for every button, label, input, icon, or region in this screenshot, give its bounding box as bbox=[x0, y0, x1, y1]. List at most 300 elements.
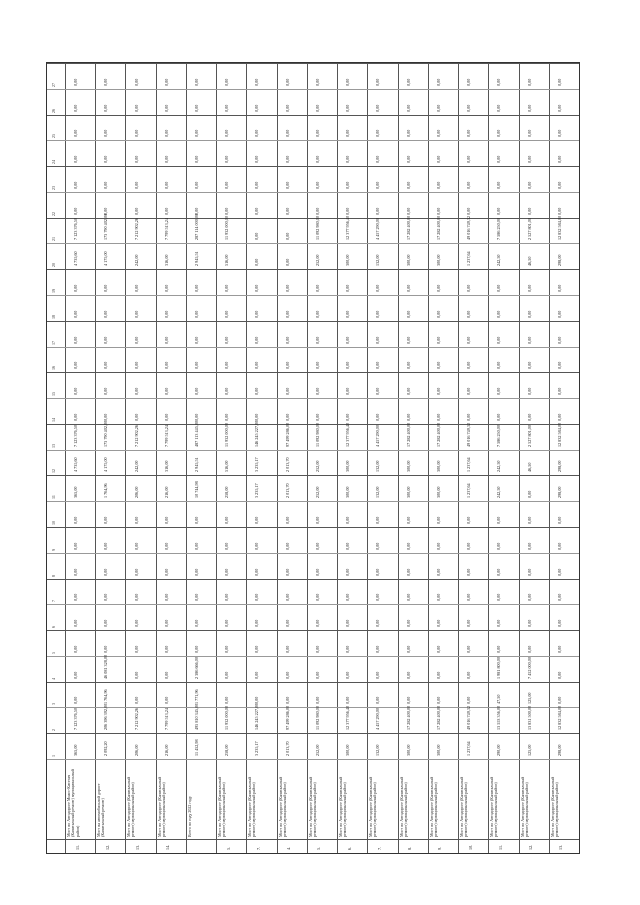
row-name: Мост по Автодороге (Капитальный ремонт) муниципальный район) bbox=[126, 776, 136, 837]
table-cell: 316,00 bbox=[163, 460, 169, 473]
table-cell: 0,00 bbox=[163, 207, 169, 215]
column-border bbox=[549, 63, 550, 853]
table-cell: 0,00 bbox=[375, 619, 381, 628]
table-cell: 7 123 376,50 bbox=[73, 708, 79, 731]
table-cell: 0,00 bbox=[103, 310, 109, 318]
table-cell: 12 377 956,40 bbox=[345, 422, 351, 447]
table-cell: 0,00 bbox=[466, 284, 472, 292]
table-cell: 300,00 bbox=[345, 254, 351, 267]
table-cell: 0,00 bbox=[496, 387, 502, 396]
table-cell: 0,00 bbox=[496, 336, 502, 344]
table-cell: 13 553 356,00 bbox=[496, 706, 502, 731]
table-cell: 258,00 bbox=[224, 744, 230, 756]
table-cell: 0,00 bbox=[73, 594, 79, 602]
table-cell: 242,50 bbox=[496, 486, 502, 499]
table-cell: 0,00 bbox=[405, 387, 411, 396]
table-cell: 0,00 bbox=[133, 516, 139, 524]
table-cell: 0,00 bbox=[435, 542, 441, 550]
table-cell: 0,00 bbox=[194, 336, 199, 344]
table-cell: 365,00 bbox=[73, 744, 79, 756]
table-cell: 0,00 bbox=[103, 516, 109, 524]
table-cell: 0,00 bbox=[194, 594, 199, 602]
column-border bbox=[156, 63, 157, 853]
table-cell: 0,00 bbox=[435, 78, 441, 86]
table-cell: 0,00 bbox=[375, 310, 381, 318]
table-cell: 0,00 bbox=[254, 104, 260, 112]
table-cell: 0,00 bbox=[435, 697, 441, 705]
table-cell: 0,00 bbox=[254, 258, 260, 267]
table-cell: 0,00 bbox=[375, 336, 381, 344]
column-number: 12 bbox=[51, 469, 56, 474]
table-cell: 0,00 bbox=[103, 104, 109, 112]
table-cell: 0,00 bbox=[314, 104, 320, 112]
table-cell: 0,00 bbox=[526, 104, 532, 112]
table-cell: 0,00 bbox=[466, 542, 472, 550]
table-cell: 0,00 bbox=[375, 104, 381, 112]
table-cell: 0,00 bbox=[133, 155, 139, 164]
table-cell: 0,00 bbox=[466, 645, 472, 653]
table-cell: 0,00 bbox=[435, 645, 441, 653]
table-cell: 0,00 bbox=[405, 413, 411, 421]
table-cell: 0,00 bbox=[405, 697, 411, 705]
table-cell: 0,00 bbox=[466, 362, 472, 370]
table-cell: 0,00 bbox=[73, 207, 79, 215]
table-cell: 0,00 bbox=[526, 490, 532, 499]
column-border bbox=[125, 63, 126, 853]
table-cell: 0,00 bbox=[466, 516, 472, 524]
table-cell: 12 377 956,40 bbox=[345, 216, 351, 241]
table-cell: 0,00 bbox=[254, 671, 260, 679]
row-name: Мост по Автодороге (Капитальный ремонт) муниципальный район) bbox=[459, 776, 469, 837]
table-cell: 298,00 bbox=[556, 254, 562, 267]
table-cell: 0,00 bbox=[133, 336, 139, 344]
table-cell: 0,00 bbox=[466, 181, 472, 189]
table-cell: 0,00 bbox=[284, 207, 290, 215]
table-cell: 0,00 bbox=[314, 284, 320, 292]
table-cell: 0,00 bbox=[133, 181, 139, 189]
table-cell: 0,00 bbox=[163, 362, 169, 370]
table-cell: 47,50 bbox=[496, 695, 502, 705]
table-cell: 0,00 bbox=[526, 155, 532, 164]
table-cell: 0,00 bbox=[133, 310, 139, 318]
table-cell: 132,00 bbox=[375, 486, 381, 499]
table-cell: 0,00 bbox=[284, 233, 290, 241]
table-cell: 173 790 402,00 bbox=[103, 420, 109, 447]
table-cell: 0,00 bbox=[496, 594, 502, 602]
column-number: 13 bbox=[51, 443, 56, 448]
column-number: 10 bbox=[51, 521, 56, 525]
table-cell: 0,00 bbox=[103, 207, 109, 215]
table-cell: 0,00 bbox=[526, 284, 532, 292]
table-cell: 0,00 bbox=[103, 181, 109, 189]
table-cell: 0,00 bbox=[73, 568, 79, 576]
table-cell: 0,00 bbox=[435, 284, 441, 292]
row-number: 14. bbox=[165, 844, 171, 850]
table-cell: 4 457 290,00 bbox=[375, 708, 381, 731]
table-cell: 3 235,17 bbox=[254, 741, 260, 756]
table-cell: 0,00 bbox=[405, 284, 411, 292]
table-cell: 0,00 bbox=[466, 336, 472, 344]
row-border bbox=[47, 398, 579, 399]
table-cell: 0,00 bbox=[103, 155, 109, 164]
table-cell: 0,00 bbox=[133, 78, 139, 86]
table-cell: 0,00 bbox=[254, 697, 260, 705]
table-cell: 0,00 bbox=[194, 387, 199, 396]
table-cell: 0,00 bbox=[254, 233, 260, 241]
table-cell: 1 771,96 bbox=[194, 689, 199, 705]
table-cell: 0,00 bbox=[375, 697, 381, 705]
table-cell: 0,00 bbox=[194, 568, 199, 576]
table-cell: 0,00 bbox=[435, 155, 441, 164]
table-cell: 1 237,64 bbox=[466, 251, 472, 267]
table-cell: 0,00 bbox=[314, 362, 320, 370]
row-border bbox=[47, 501, 579, 502]
row-name: Мост по Автодороге (Капитальный ремонт) муниципальный район) bbox=[489, 776, 499, 837]
table-cell: 0,00 bbox=[133, 387, 139, 396]
table-cell: 11 932 000,00 bbox=[224, 422, 230, 447]
column-number: 4 bbox=[51, 677, 56, 680]
row-number: 4. bbox=[286, 846, 292, 850]
column-border bbox=[488, 63, 489, 853]
table-cell: 0,00 bbox=[405, 542, 411, 550]
table-cell: 0,00 bbox=[405, 619, 411, 628]
table-cell: 0,00 bbox=[345, 284, 351, 292]
table-cell: 0,00 bbox=[194, 78, 199, 86]
table-cell: 0,00 bbox=[73, 181, 79, 189]
table-cell: 4 457 290,00 bbox=[375, 218, 381, 241]
table-cell: 0,00 bbox=[284, 310, 290, 318]
table-cell: 487 113 445,00 bbox=[194, 420, 199, 447]
table-cell: 0,00 bbox=[556, 619, 562, 628]
row-border bbox=[47, 321, 579, 322]
table-cell: 0,00 bbox=[73, 697, 79, 705]
row-number: 7. bbox=[255, 846, 261, 850]
table-cell: 17 282 400,00 bbox=[405, 216, 411, 241]
table-cell: 0,00 bbox=[526, 310, 532, 318]
table-cell: 0,00 bbox=[284, 594, 290, 602]
table-cell: 46,50 bbox=[526, 463, 532, 473]
table-cell: 516,00 bbox=[224, 460, 230, 473]
table-cell: 0,00 bbox=[526, 413, 532, 421]
table-cell: 0,00 bbox=[73, 130, 79, 138]
table-cell: 0,00 bbox=[345, 207, 351, 215]
table-cell: 0,00 bbox=[314, 130, 320, 138]
table-cell: 0,00 bbox=[375, 542, 381, 550]
table-cell: 0,00 bbox=[284, 155, 290, 164]
table-cell: 0,00 bbox=[314, 516, 320, 524]
table-cell: 0,00 bbox=[284, 362, 290, 370]
table-cell: 97 499 286,00 bbox=[284, 706, 290, 731]
table-cell: 0,00 bbox=[345, 697, 351, 705]
table-cell: 12 377 956,40 bbox=[345, 706, 351, 731]
table-cell: 0,00 bbox=[526, 516, 532, 524]
column-number: 5 bbox=[51, 651, 56, 654]
table-cell: 0,00 bbox=[73, 78, 79, 86]
table-cell: 0,00 bbox=[375, 78, 381, 86]
table-cell: 12 832 584,00 bbox=[556, 422, 562, 447]
table-cell: 0,00 bbox=[224, 516, 230, 524]
table-cell: 300,00 bbox=[345, 460, 351, 473]
table-cell: 0,00 bbox=[375, 130, 381, 138]
column-number: 14 bbox=[51, 417, 56, 422]
row-border bbox=[47, 89, 579, 90]
table-cell: 2 945,51 bbox=[194, 251, 199, 267]
table-cell: 0,00 bbox=[466, 104, 472, 112]
table-cell: 0,00 bbox=[194, 284, 199, 292]
table-cell: 242,50 bbox=[496, 254, 502, 267]
column-border bbox=[246, 63, 247, 853]
column-number: 24 bbox=[51, 160, 56, 165]
table-cell: 0,00 bbox=[435, 594, 441, 602]
table-cell: 0,00 bbox=[254, 387, 260, 396]
table-cell: 0,00 bbox=[163, 336, 169, 344]
table-cell: 0,00 bbox=[314, 697, 320, 705]
column-border bbox=[428, 63, 429, 853]
column-number: 9 bbox=[51, 548, 56, 551]
table-cell: 0,00 bbox=[194, 645, 199, 653]
table-cell: 287 114 000,00 bbox=[194, 214, 199, 241]
table-cell: 0,00 bbox=[375, 413, 381, 421]
table-cell: 0,00 bbox=[496, 207, 502, 215]
table-cell: 0,00 bbox=[556, 310, 562, 318]
row-number: 11. bbox=[497, 844, 503, 850]
table-cell: 0,00 bbox=[194, 310, 199, 318]
table-cell: 0,00 bbox=[435, 413, 441, 421]
table-cell: 0,00 bbox=[163, 542, 169, 550]
table-cell: 0,00 bbox=[526, 362, 532, 370]
table-cell: 0,00 bbox=[133, 207, 139, 215]
table-cell: 17 282 400,00 bbox=[435, 706, 441, 731]
table-cell: 0,00 bbox=[556, 104, 562, 112]
table-cell: 0,00 bbox=[466, 310, 472, 318]
row-number: 8. bbox=[407, 846, 413, 850]
table-cell: 0,00 bbox=[526, 387, 532, 396]
table-cell: 0,00 bbox=[466, 387, 472, 396]
table-cell: 0,00 bbox=[103, 645, 109, 653]
table-cell: 0,00 bbox=[224, 542, 230, 550]
table-cell: 0,00 bbox=[435, 362, 441, 370]
column-number: 3 bbox=[51, 703, 56, 706]
table-cell: 0,00 bbox=[556, 336, 562, 344]
table-cell: 132,00 bbox=[375, 254, 381, 267]
table-cell: 0,00 bbox=[375, 568, 381, 576]
column-border bbox=[186, 63, 187, 853]
table-cell: 0,00 bbox=[224, 568, 230, 576]
table-cell: 0,00 bbox=[314, 310, 320, 318]
row-name: Всего по году 2022 году bbox=[186, 796, 192, 837]
table-cell: 0,00 bbox=[163, 78, 169, 86]
table-cell: 316,00 bbox=[163, 254, 169, 267]
table-cell: 0,00 bbox=[314, 413, 320, 421]
row-border bbox=[47, 579, 579, 580]
table-cell: 0,00 bbox=[556, 671, 562, 679]
table-cell: 0,00 bbox=[73, 619, 79, 628]
row-border bbox=[47, 115, 579, 116]
table-cell: 0,00 bbox=[526, 568, 532, 576]
table-cell: 0,00 bbox=[466, 697, 472, 705]
table-cell: 132,00 bbox=[375, 744, 381, 756]
column-number: 15 bbox=[51, 392, 56, 397]
column-number: 18 bbox=[51, 314, 56, 319]
row-border bbox=[47, 682, 579, 683]
table-cell: 0,00 bbox=[163, 645, 169, 653]
table-cell: 97 499 286,00 bbox=[284, 422, 290, 447]
table-cell: 0,00 bbox=[73, 387, 79, 396]
table-cell: 7 452 000,00 bbox=[526, 656, 532, 679]
table-cell: 0,00 bbox=[435, 181, 441, 189]
column-number: 19 bbox=[51, 289, 56, 293]
table-cell: 0,00 bbox=[224, 413, 230, 421]
table-cell: 365,00 bbox=[73, 486, 79, 499]
table-cell: 4 175,00 bbox=[103, 457, 109, 473]
table-cell: 0,00 bbox=[556, 387, 562, 396]
table-cell: 4 735,60 bbox=[73, 251, 79, 267]
column-border bbox=[337, 63, 338, 853]
table-cell: 0,00 bbox=[405, 362, 411, 370]
table-cell: 0,00 bbox=[163, 130, 169, 138]
table-cell: 300,00 bbox=[405, 254, 411, 267]
table-cell: 0,00 bbox=[496, 619, 502, 628]
table-cell: 0,00 bbox=[556, 130, 562, 138]
column-number: 17 bbox=[51, 340, 56, 345]
table-cell: 0,00 bbox=[224, 362, 230, 370]
table-cell: 0,00 bbox=[163, 284, 169, 292]
table-cell: 0,00 bbox=[345, 181, 351, 189]
table-cell: 242,00 bbox=[133, 460, 139, 473]
row-name: Мост по Автодороге (Капитальный ремонт) муниципальный район) bbox=[368, 776, 378, 837]
table-cell: 0,00 bbox=[133, 568, 139, 576]
column-border bbox=[65, 63, 66, 853]
table-cell: 0,00 bbox=[194, 181, 199, 189]
table-cell: 0,00 bbox=[73, 104, 79, 112]
table-cell: 0,00 bbox=[375, 362, 381, 370]
row-number: 5. bbox=[225, 846, 231, 850]
table-cell: 0,00 bbox=[284, 336, 290, 344]
table-cell: 0,00 bbox=[314, 619, 320, 628]
table-cell: 0,00 bbox=[466, 130, 472, 138]
table-cell: 0,00 bbox=[254, 336, 260, 344]
table-cell: 0,00 bbox=[345, 104, 351, 112]
row-border bbox=[47, 475, 579, 476]
table-cell: 1 237,64 bbox=[466, 483, 472, 499]
table-cell: 49 016 749,32 bbox=[466, 216, 472, 241]
table-cell: 0,00 bbox=[284, 645, 290, 653]
column-border bbox=[307, 63, 308, 853]
table-cell: 0,00 bbox=[345, 516, 351, 524]
table-cell: 298,00 bbox=[556, 486, 562, 499]
table-cell: 0,00 bbox=[496, 310, 502, 318]
table-cell: 132,00 bbox=[375, 460, 381, 473]
table-cell: 0,00 bbox=[466, 619, 472, 628]
table-cell: 0,00 bbox=[254, 542, 260, 550]
table-cell: 125,00 bbox=[526, 744, 532, 756]
table-cell: 173 790 402,00 bbox=[103, 214, 109, 241]
table-cell: 0,00 bbox=[133, 645, 139, 653]
table-cell: 0,00 bbox=[163, 387, 169, 396]
table-cell: 0,00 bbox=[496, 516, 502, 524]
table-cell: 0,00 bbox=[375, 645, 381, 653]
table-cell: 0,00 bbox=[103, 594, 109, 602]
table-cell: 0,00 bbox=[345, 568, 351, 576]
table-cell: 1 764,96 bbox=[103, 689, 109, 705]
table-cell: 0,00 bbox=[314, 387, 320, 396]
table-cell: 0,00 bbox=[133, 362, 139, 370]
row-number: 5. bbox=[316, 846, 322, 850]
column-number: 1 bbox=[51, 755, 56, 757]
column-number: 6 bbox=[51, 626, 56, 629]
table-cell: 0,00 bbox=[284, 697, 290, 705]
table-cell: 12 832 584,00 bbox=[556, 216, 562, 241]
table-cell: 4 175,00 bbox=[103, 251, 109, 267]
table-cell: 11 092 980,00 bbox=[314, 216, 320, 241]
table-cell: 0,00 bbox=[466, 594, 472, 602]
table-cell: 0,00 bbox=[526, 542, 532, 550]
row-name: Мост по Автодороге (Капитальный ремонт) муниципальный район) bbox=[307, 776, 318, 837]
table-cell: 0,00 bbox=[496, 130, 502, 138]
table-cell: 11 452,98 bbox=[194, 739, 199, 756]
table-cell: 0,00 bbox=[194, 619, 199, 628]
table-cell: 0,00 bbox=[284, 568, 290, 576]
table-cell: 0,00 bbox=[405, 104, 411, 112]
table-cell: 298,00 bbox=[556, 744, 562, 756]
table-cell: 0,00 bbox=[496, 413, 502, 421]
column-number: 27 bbox=[51, 82, 56, 87]
table-cell: 0,00 bbox=[133, 413, 139, 421]
column-border bbox=[95, 63, 96, 853]
table-cell: 0,00 bbox=[284, 671, 290, 679]
table-cell: 0,00 bbox=[435, 310, 441, 318]
table-cell: 0,00 bbox=[103, 78, 109, 86]
table-cell: 0,00 bbox=[254, 207, 260, 215]
table-cell: 0,00 bbox=[405, 130, 411, 138]
table-cell: 0,00 bbox=[254, 310, 260, 318]
table-cell: 0,00 bbox=[103, 619, 109, 628]
table-cell: 0,00 bbox=[375, 594, 381, 602]
table-cell: 0,00 bbox=[103, 568, 109, 576]
table-cell: 0,00 bbox=[556, 542, 562, 550]
table-cell: 0,00 bbox=[284, 516, 290, 524]
table-cell: 0,00 bbox=[224, 78, 230, 86]
table-cell: 0,00 bbox=[405, 207, 411, 215]
table-cell: 4 735,60 bbox=[73, 457, 79, 473]
row-name: Мост на автомобильной дороге (Капитальный ремонт) bbox=[96, 783, 106, 837]
row-border bbox=[47, 759, 579, 760]
row-number: 10. bbox=[467, 844, 473, 850]
table-cell: 0,00 bbox=[375, 284, 381, 292]
row-name: Мост по Автодороге (Капитальный ремонт) муниципальный район) bbox=[247, 776, 257, 837]
table-cell: 0,00 bbox=[163, 516, 169, 524]
table-cell: 0,00 bbox=[103, 284, 109, 292]
table-cell: 0,00 bbox=[314, 568, 320, 576]
table-cell: 17 282 400,00 bbox=[405, 706, 411, 731]
table-cell: 0,00 bbox=[556, 78, 562, 86]
table-cell: 0,00 bbox=[375, 387, 381, 396]
table-cell: 0,00 bbox=[284, 619, 290, 628]
table-cell: 2 013,70 bbox=[284, 457, 290, 473]
table-cell: 0,00 bbox=[345, 413, 351, 421]
row-border bbox=[47, 372, 579, 373]
table-cell: 252,00 bbox=[314, 486, 320, 499]
table-cell: 17 282 400,00 bbox=[435, 216, 441, 241]
table-cell: 2 013,70 bbox=[284, 483, 290, 499]
table-cell: 0,00 bbox=[73, 671, 79, 679]
table-cell: 0,00 bbox=[224, 130, 230, 138]
table-cell: 0,00 bbox=[405, 568, 411, 576]
table-cell: 13 831 500,00 bbox=[526, 706, 532, 731]
column-border bbox=[398, 63, 399, 853]
row-name: Мост по Автодороге Миасс-Кисегач (Капитальный ремонт) муниципальный район) bbox=[66, 769, 80, 837]
table-cell: 0,00 bbox=[73, 542, 79, 550]
